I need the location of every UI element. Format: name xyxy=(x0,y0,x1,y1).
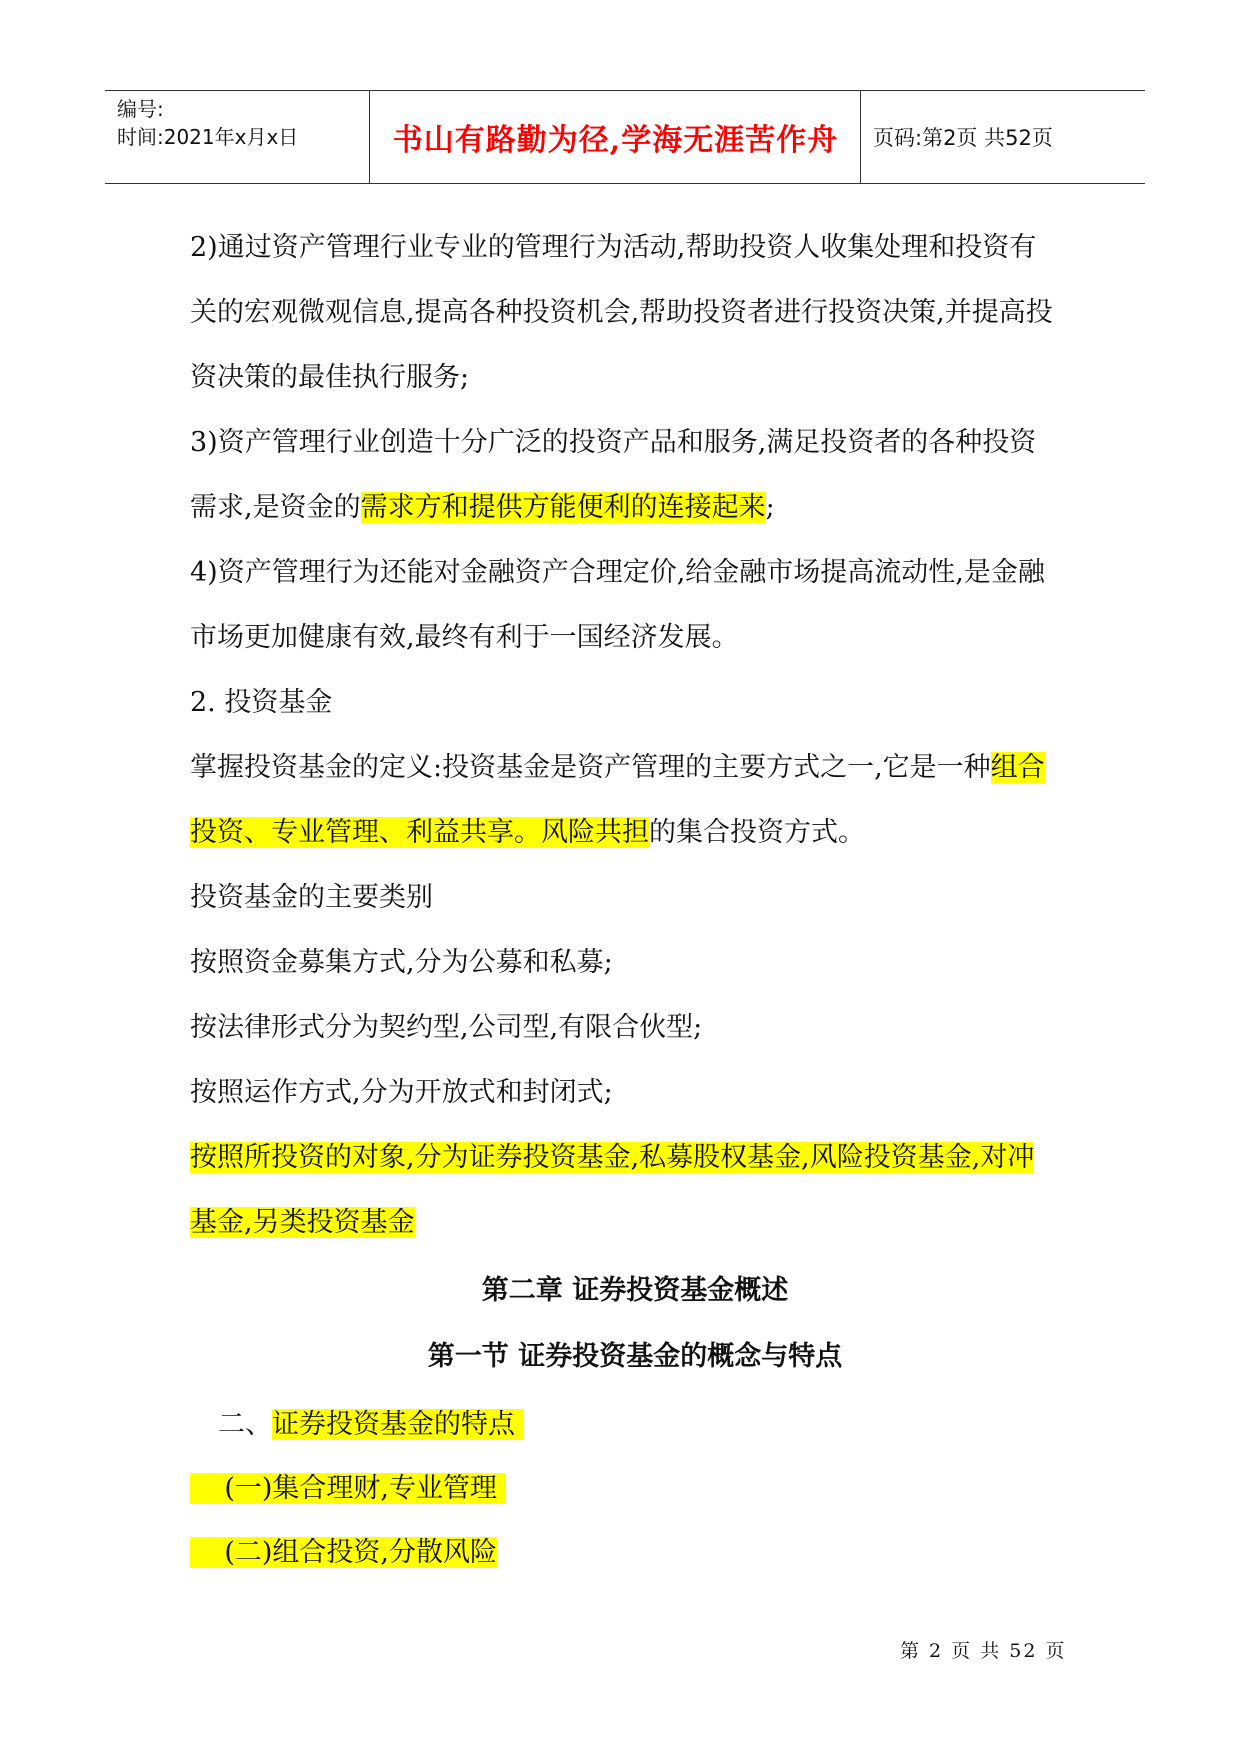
highlighted-text: 证券投资基金的特点 xyxy=(272,1409,524,1440)
paragraph-4: 4)资产管理行为还能对金融资产合理定价,给金融市场提高流动性,是金融市场更加健康有效,最终有利于一国经济发展。 xyxy=(190,557,1045,653)
highlighted-text: (一)集合理财,专业管理 xyxy=(190,1473,506,1504)
feature-item xyxy=(190,1457,1060,1521)
header-divider xyxy=(860,91,861,183)
fund-category-item: 按照运作方式,分为开放式和封闭式; xyxy=(190,1077,613,1108)
highlighted-text: 需求方和提供方能便利的连接起来 xyxy=(360,492,766,523)
highlighted-text: 组合投资、专业管理、利益共享。风险共担 xyxy=(190,752,1045,848)
paragraph-2: 2)通过资产管理行业专业的管理行为活动,帮助投资人收集处理和投资有关的宏观微观信息,提高各种投资机会,帮助投资者进行投资决策,并提高投资决策的最佳执行服务; xyxy=(190,232,1053,393)
page-footer: 第 2 页 共 52 页 xyxy=(900,1640,1067,1662)
header-number-label: 编号: xyxy=(117,97,164,121)
features-heading xyxy=(190,1393,1060,1457)
header-page-label: 页码:第2页 共52页 xyxy=(873,126,1053,150)
fund-category-item: 按照资金募集方式,分为公募和私募; xyxy=(190,947,613,978)
paragraph-text: 3)资产管理行业创造十分广泛的投资产品和服务,满足投资者的各种投资需求,是资金的 xyxy=(190,427,1037,523)
highlighted-text: 按照所投资的对象,分为证券投资基金,私募股权基金,风险投资基金,对冲基金,另类投资基金 xyxy=(190,1142,1035,1238)
chapter-title: 第二章 证券投资基金概述 xyxy=(481,1275,789,1306)
section-title: 第一节 证券投资基金的概念与特点 xyxy=(427,1341,843,1372)
section-label-investment-fund: 2. 投资基金 xyxy=(190,687,333,718)
header-motto: 书山有路勤为径,学海无涯苦作舟 xyxy=(392,123,839,158)
features-prefix: 二、 xyxy=(218,1409,272,1440)
document-body xyxy=(190,215,1060,1585)
paragraph-text: 的集合投资方式。 xyxy=(649,817,865,848)
header-divider xyxy=(369,91,370,183)
fund-category-item: 按法律形式分为契约型,公司型,有限合伙型; xyxy=(190,1012,703,1043)
fund-categories-title: 投资基金的主要类别 xyxy=(190,882,433,913)
fund-category-item xyxy=(190,1125,1060,1255)
paragraph-text: 掌握投资基金的定义:投资基金是资产管理的主要方式之一,它是一种 xyxy=(190,752,991,783)
fund-definition xyxy=(190,735,1060,865)
page-header xyxy=(105,90,1145,184)
highlighted-text: (二)组合投资,分散风险 xyxy=(190,1537,497,1568)
paragraph-text: ; xyxy=(765,492,775,523)
feature-item xyxy=(190,1521,1060,1585)
header-time-label: 时间:2021年x月x日 xyxy=(117,125,299,149)
header-meta xyxy=(117,95,367,151)
paragraph-3 xyxy=(190,410,1060,540)
